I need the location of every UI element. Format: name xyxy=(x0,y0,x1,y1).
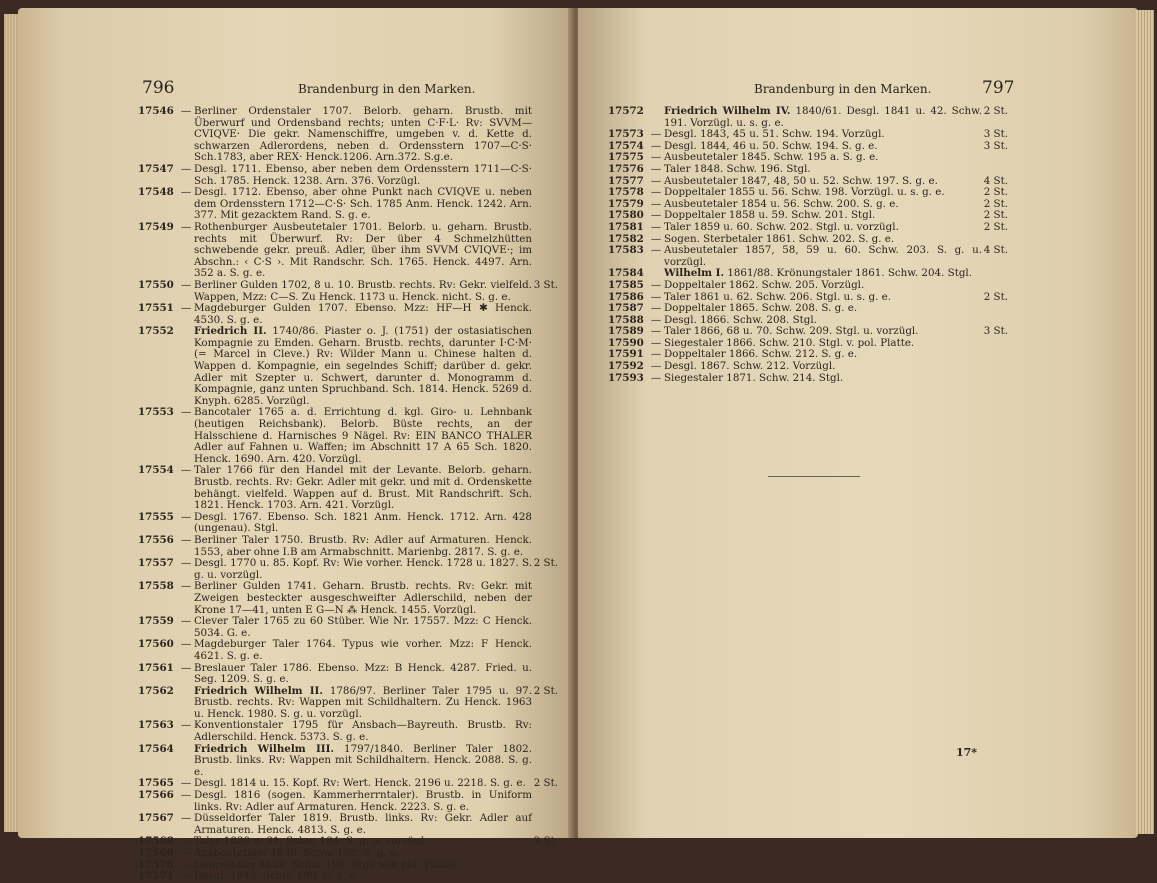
catalog-entry xyxy=(138,407,558,465)
entry-text: 1861/88. Krönungstaler 1861. Schw. 204. Stgl. xyxy=(727,267,972,280)
entry-quantity: 4 St. xyxy=(983,174,1008,187)
entry-description: Berliner Taler 1750. Brustb. Rv: Adler auf Armaturen. Henck. 1553, aber ohne I.B am Armabschnitt. Marienbg. 2817. S. g. e. xyxy=(194,533,532,558)
entry-dash: — xyxy=(650,174,662,187)
entry-description xyxy=(194,686,532,721)
entry-dash: — xyxy=(650,220,662,233)
entry-number: 17589 xyxy=(608,325,644,338)
entry-description xyxy=(194,744,532,779)
entry-dash: — xyxy=(180,719,192,732)
entry-quantity xyxy=(532,187,558,222)
entry-dash: — xyxy=(180,789,192,802)
entry-quantity xyxy=(532,616,558,639)
ruler-name: Wilhelm I. xyxy=(664,267,725,280)
entry-quantity xyxy=(532,639,558,662)
entry-quantity: 4 St. xyxy=(983,244,1008,257)
entry-dash: — xyxy=(180,510,192,523)
entry-quantity xyxy=(532,790,558,813)
entry-quantity xyxy=(982,349,1008,361)
entry-dash: — xyxy=(180,615,192,628)
entry-description: Desgl. 1840. Schw. 190. S. g. e. xyxy=(194,870,359,883)
catalog-entry xyxy=(138,280,558,303)
entry-description: Ausbeutetaler 1847, 48, 50 u. 52. Schw. 197. S. g. e. xyxy=(664,174,938,187)
entry-dash xyxy=(178,326,194,407)
left-entry-list xyxy=(138,106,558,883)
catalog-entry xyxy=(608,164,1008,176)
entry-description: Berliner Ordenstaler 1707. Belorb. geharn. Brustb. mit Überwurf und Ordensband rechts; unten C·F·L· Rv: SVVM—CVIQVE· Die gekr. Namenschiffre, umgeben v. d. Kette d. schwarzen Adlerordens, neben d. Ordensstern 1707—C·S· Sch.1783, aber REX· Henck.1206. Arn.372. S.g.e. xyxy=(194,105,532,164)
entry-description: Berliner Gulden 1702, 8 u. 10. Brustb. rechts. Rv: Gekr. vielfeld. Wappen, Mzz: C—S. Zu Henck. 1173 u. Henck. nicht. S. g. e. xyxy=(194,278,532,303)
entry-dash: — xyxy=(180,220,192,233)
entry-description: Desgl. 1770 u. 85. Kopf. Rv: Wie vorher. Henck. 1728 u. 1827. S. g. u. vorzügl. xyxy=(194,557,532,581)
catalog-entry xyxy=(138,303,558,326)
entry-quantity xyxy=(532,813,558,836)
entry-quantity: 2 St. xyxy=(533,835,558,848)
entry-description: Ausbeutetaler 1845. Schw. 195 a. S. g. e. xyxy=(664,151,879,164)
catalog-entry xyxy=(608,361,1008,373)
entry-quantity xyxy=(982,164,1008,176)
entry-dash: — xyxy=(180,812,192,825)
entry-number: 17574 xyxy=(608,139,644,152)
left-running-header: Brandenburg in den Marken. xyxy=(298,82,476,96)
entry-description: Ausbeutetaler 1854 u. 56. Schw. 200. S. g. e. xyxy=(664,197,899,210)
entry-quantity: 2 St. xyxy=(983,290,1008,303)
catalog-entry xyxy=(138,663,558,686)
entry-description: Desgl. 1844, 46 u. 50. Schw. 194. S. g. e. xyxy=(664,139,878,152)
entry-number: 17586 xyxy=(608,290,644,303)
left-page-number: 796 xyxy=(142,78,175,98)
entry-quantity: 3 St. xyxy=(983,128,1008,141)
entry-quantity xyxy=(532,303,558,326)
end-rule xyxy=(768,476,860,477)
entry-dash: — xyxy=(650,336,662,349)
entry-number: 17569 xyxy=(138,847,174,859)
right-page-number: 797 xyxy=(982,78,1015,98)
catalog-entry xyxy=(138,164,558,187)
entry-number: 17553 xyxy=(138,406,174,419)
entry-number: 17575 xyxy=(608,151,644,164)
catalog-entry xyxy=(138,222,558,280)
entry-dash: — xyxy=(650,232,662,245)
entry-quantity: 2 St. xyxy=(983,209,1008,222)
entry-number: 17576 xyxy=(608,162,644,175)
entry-description: Bancotaler 1765 a. d. Errichtung d. kgl. Giro- u. Lehnbank (heutigen Reichsbank). Belorb. Büste rechts, an der Halsschiene d. Harnisches 9 Nägel. Rv: EIN BANCO THALER Adler auf Fahnen u. Waffen; im Abschnitt 17 A 65 Sch. 1820. Henck. 1690. Arn. 420. Vorzügl. xyxy=(194,406,532,465)
entry-number: 17587 xyxy=(608,302,644,315)
entry-number: 17593 xyxy=(608,371,644,384)
entry-quantity xyxy=(982,152,1008,164)
entry-number: 17591 xyxy=(608,348,644,361)
entry-description: Taler 1848. Schw. 196. Stgl. xyxy=(664,162,811,175)
entry-number: 17573 xyxy=(608,128,644,141)
entry-description: Magdeburger Taler 1764. Typus wie vorher. Mzz: F Henck. 4621. S. g. e. xyxy=(194,638,532,662)
catalog-entry xyxy=(138,512,558,535)
entry-quantity xyxy=(532,164,558,187)
entry-quantity xyxy=(532,663,558,686)
entry-quantity xyxy=(982,268,1008,280)
entry-dash: — xyxy=(650,313,662,326)
entry-number: 17566 xyxy=(138,789,174,802)
entry-dash: — xyxy=(650,186,662,199)
catalog-entry xyxy=(608,222,1008,234)
catalog-entry xyxy=(138,720,558,743)
entry-quantity: 3 St. xyxy=(983,139,1008,152)
entry-quantity: 2 St. xyxy=(533,557,558,570)
entry-number: 17552 xyxy=(138,325,174,338)
entry-quantity xyxy=(982,338,1008,350)
entry-description: Taler 1859 u. 60. Schw. 202. Stgl. u. vorzügl. xyxy=(664,220,899,233)
entry-number: 17546 xyxy=(138,105,174,117)
entry-dash: — xyxy=(650,302,662,315)
entry-number: 17549 xyxy=(138,220,174,233)
entry-number: 17560 xyxy=(138,638,174,651)
ruler-name: Friedrich Wilhelm IV. xyxy=(664,105,791,117)
entry-quantity xyxy=(532,871,558,883)
entry-quantity: 2 St. xyxy=(983,186,1008,199)
entry-quantity: 3 St. xyxy=(533,278,558,291)
entry-dash: — xyxy=(180,847,192,859)
entry-dash: — xyxy=(180,638,192,651)
entry-dash: — xyxy=(650,162,662,175)
ruler-name: Friedrich II. xyxy=(194,325,267,338)
entry-dash: — xyxy=(650,325,662,338)
entry-description: Desgl. 1814 u. 15. Kopf. Rv: Wert. Henck. 2196 u. 2218. S. g. e. xyxy=(194,777,526,790)
entry-number: 17588 xyxy=(608,313,644,326)
entry-dash: — xyxy=(650,278,662,291)
entry-number: 17550 xyxy=(138,278,174,291)
entry-dash: — xyxy=(180,302,192,315)
entry-dash: — xyxy=(180,777,192,790)
entry-description: Konventionstaler 1795 für Ansbach—Bayreuth. Brustb. Rv: Adlerschild. Henck. 5373. S. g. e. xyxy=(194,719,532,744)
entry-number: 17568 xyxy=(138,835,174,848)
entry-quantity: 2 St. xyxy=(983,197,1008,210)
entry-quantity xyxy=(532,860,558,872)
entry-description: Taler 1830 u. 31. Schw. 184. S. g. u. vorzügl. xyxy=(194,835,428,848)
entry-description: Taler 1866, 68 u. 70. Schw. 209. Stgl. u. vorzügl. xyxy=(664,325,919,338)
entry-dash: — xyxy=(180,464,192,477)
entry-description: Magdeburger Gulden 1707. Ebenso. Mzz: HF—H ✱ Henck. 4530. S. g. e. xyxy=(194,302,532,326)
entry-description: Doppeltaler 1839. Schw. 190. Stgl. von pol. Platte. xyxy=(194,858,458,871)
entry-quantity xyxy=(532,581,558,616)
entry-number: 17578 xyxy=(608,186,644,199)
entry-description: Sogen. Sterbetaler 1861. Schw. 202. S. g. e. xyxy=(664,232,895,245)
entry-text: 1786/97. Berliner Taler 1795 u. 97. Brustb. rechts. Rv: Wappen mit Schildhaltern. Zu Henck. 1963 u. Henck. 1980. S. g. u. vorzügl. xyxy=(194,684,533,720)
entry-quantity xyxy=(532,535,558,558)
entry-dash: — xyxy=(180,870,192,883)
entry-number: 17563 xyxy=(138,719,174,732)
entry-number: 17564 xyxy=(138,742,174,755)
entry-text: 1840/61. Desgl. 1841 u. 42. Schw. 191. Vorzügl. u. s. g. e. xyxy=(664,105,982,129)
entry-number: 17592 xyxy=(608,360,644,373)
entry-description: Doppeltaler 1855 u. 56. Schw. 198. Vorzügl. u. s. g. e. xyxy=(664,186,945,199)
entry-description: Taler 1766 für den Handel mit der Levante. Belorb. geharn. Brustb. rechts. Rv: Gekr. Adler mit gekr. und mit d. Ordenskette behängt. vielfeld. Wappen auf d. Brust. Mit Randschrift. Sch. 1821. Henck. 1703. Arn. 421. Vorzügl. xyxy=(194,464,532,512)
entry-dash xyxy=(178,744,194,779)
entry-quantity xyxy=(532,465,558,511)
entry-description: Desgl. 1866. Schw. 208. Stgl. xyxy=(664,313,817,326)
entry-description: Rothenburger Ausbeutetaler 1701. Belorb. u. geharn. Brustb. rechts mit Überwurf. Rv: Der über 4 Schmelzhütten schwebende gekr. preuß. Adler, über ihm SVVM CVIQVE·; im Abschn.: ‹ C·S ›. Mit Randschr. Sch. 1765. Henck. 4497. Arn. 352 a. S. g. e. xyxy=(194,220,532,280)
catalog-entry xyxy=(138,686,558,721)
entry-quantity xyxy=(532,106,558,164)
entry-description: Desgl. 1711. Ebenso, aber neben dem Ordensstern 1711—C·S· Sch. 1785. Henck. 1238. Arn. 376. Vorzügl. xyxy=(194,162,532,187)
catalog-entry xyxy=(608,280,1008,292)
entry-dash: — xyxy=(180,580,192,593)
entry-dash: — xyxy=(180,533,192,546)
entry-dash: — xyxy=(180,406,192,419)
catalog-entry xyxy=(138,616,558,639)
ruler-name: Friedrich Wilhelm II. xyxy=(194,684,323,697)
entry-dash: — xyxy=(650,348,662,361)
entry-quantity xyxy=(982,280,1008,292)
entry-number: 17580 xyxy=(608,209,644,222)
entry-description: Doppeltaler 1858 u. 59. Schw. 201. Stgl. xyxy=(664,209,876,222)
entry-description: Clever Taler 1765 zu 60 Stüber. Wie Nr. 17557. Mzz: C Henck. 5034. G. e. xyxy=(194,615,532,639)
entry-description: Berliner Gulden 1741. Geharn. Brustb. rechts. Rv: Gekr. mit Zweigen besteckter ausgeschweifter Adlerschild, neben der Krone 17—41, unten E G—N ⁂ Henck. 1455. Vorzügl. xyxy=(194,580,532,616)
entry-quantity xyxy=(532,512,558,535)
right-entry-list xyxy=(608,106,1008,384)
ruler-name: Friedrich Wilhelm III. xyxy=(194,742,335,755)
entry-description: Doppeltaler 1865. Schw. 208. S. g. e. xyxy=(664,302,858,315)
catalog-entry xyxy=(138,106,558,164)
entry-text: 1797/1840. Berliner Taler 1802. Brustb. links. Rv: Wappen mit Schildhaltern. Henck. 2088. S. g. e. xyxy=(194,742,532,778)
catalog-entry xyxy=(138,535,558,558)
entry-description: Breslauer Taler 1786. Ebenso. Mzz: B Henck. 4287. Fried. u. Seg. 1209. S. g. e. xyxy=(194,661,532,686)
entry-quantity: 2 St. xyxy=(533,777,558,790)
entry-description: Taler 1861 u. 62. Schw. 206. Stgl. u. s. g. e. xyxy=(664,290,892,303)
catalog-entry xyxy=(138,558,558,581)
entry-quantity xyxy=(532,744,558,779)
entry-dash: — xyxy=(180,186,192,199)
entry-description: Düsseldorfer Taler 1819. Brustb. links. Rv: Gekr. Adler auf Armaturen. Henck. 4813. S. g. e. xyxy=(194,812,532,836)
entry-description: Desgl. 1767. Ebenso. Sch. 1821 Anm. Henck. 1712. Arn. 428 (ungenau). Stgl. xyxy=(194,510,532,535)
catalog-entry xyxy=(608,373,1008,385)
entry-dash: — xyxy=(180,661,192,674)
catalog-entry xyxy=(138,465,558,511)
entry-number: 17582 xyxy=(608,232,644,245)
entry-dash: — xyxy=(650,128,662,141)
catalog-entry xyxy=(138,813,558,836)
entry-description: Ausbeutetaler 1835. Schw. 188. S. g. e. xyxy=(194,847,400,859)
entry-number: 17562 xyxy=(138,684,174,697)
entry-number: 17559 xyxy=(138,615,174,628)
entry-description xyxy=(664,106,982,129)
entry-quantity: 2 St. xyxy=(983,220,1008,233)
entry-description: Doppeltaler 1866. Schw. 212. S. g. e. xyxy=(664,348,858,361)
entry-dash: — xyxy=(650,209,662,222)
entry-description: Desgl. 1843, 45 u. 51. Schw. 194. Vorzügl. xyxy=(664,128,885,141)
left-page xyxy=(18,8,574,883)
entry-dash: — xyxy=(180,105,192,117)
entry-number: 17583 xyxy=(608,244,644,257)
entry-description: Siegestaler 1866. Schw. 210. Stgl. v. pol. Platte. xyxy=(664,336,915,349)
entry-number: 17565 xyxy=(138,777,174,790)
entry-dash: — xyxy=(180,557,192,570)
right-page xyxy=(578,8,1138,838)
catalog-entry xyxy=(608,106,1008,129)
entry-number: 17572 xyxy=(608,105,644,117)
entry-number: 17571 xyxy=(138,870,174,883)
catalog-entry xyxy=(138,639,558,662)
entry-quantity: 2 St. xyxy=(533,684,558,697)
catalog-entry xyxy=(138,848,558,860)
right-running-header: Brandenburg in den Marken. xyxy=(754,82,932,96)
entry-number: 17561 xyxy=(138,661,174,674)
entry-number: 17554 xyxy=(138,464,174,477)
entry-dash: — xyxy=(650,290,662,303)
entry-description: Desgl. 1867. Schw. 212. Vorzügl. xyxy=(664,360,836,373)
entry-dash: — xyxy=(650,197,662,210)
entry-number: 17557 xyxy=(138,557,174,570)
catalog-entry xyxy=(138,581,558,616)
entry-dash: — xyxy=(650,244,662,257)
entry-number: 17579 xyxy=(608,197,644,210)
entry-number: 17584 xyxy=(608,267,644,280)
entry-quantity xyxy=(532,326,558,407)
entry-dash: — xyxy=(180,162,192,175)
signature-mark: 17* xyxy=(956,746,978,759)
entry-quantity xyxy=(982,361,1008,373)
entry-quantity: 2 St. xyxy=(983,105,1008,117)
entry-number: 17555 xyxy=(138,510,174,523)
catalog-entry xyxy=(608,303,1008,315)
entry-quantity xyxy=(982,373,1008,385)
entry-dash: — xyxy=(650,151,662,164)
catalog-entry xyxy=(138,790,558,813)
catalog-entry xyxy=(608,187,1008,199)
entry-quantity xyxy=(532,222,558,280)
entry-dash: — xyxy=(180,835,192,848)
catalog-entry xyxy=(608,245,1008,268)
entry-description xyxy=(194,326,532,407)
entry-number: 17577 xyxy=(608,174,644,187)
entry-dash: — xyxy=(650,139,662,152)
entry-number: 17558 xyxy=(138,580,174,593)
entry-dash xyxy=(648,106,664,129)
entry-text: 1740/86. Piaster o. J. (1751) der ostasiatischen Kompagnie zu Emden. Geharn. Brustb. rechts, darunter I·C·M· (= Marcel in Cleve.) Rv: Wilder Mann u. Chinese halten d. Wappen d. Kompagnie, ein segelndes Schiff; darüber d. gekr. Adler mit Szepter u. Schwert, darunter d. Monogramm d. Kompagnie, ganz unten Spruchband. Sch. 1814. Henck. 5269 d. Knyph. 6285. Vorzügl. xyxy=(194,325,532,407)
entry-dash: — xyxy=(650,360,662,373)
entry-number: 17551 xyxy=(138,302,174,315)
entry-number: 17548 xyxy=(138,186,174,199)
entry-dash: — xyxy=(180,858,192,871)
entry-quantity xyxy=(532,720,558,743)
entry-number: 17547 xyxy=(138,162,174,175)
page-edges-right xyxy=(1136,10,1154,834)
entry-quantity xyxy=(532,848,558,860)
entry-description: Desgl. 1712. Ebenso, aber ohne Punkt nach CVIQVE u. neben dem Ordensstern 1712—C·S· Sch. 1785 Anm. Henck. 1242. Arn. 377. Mit gezacktem Rand. S. g. e. xyxy=(194,186,532,222)
entry-dash: — xyxy=(180,278,192,291)
entry-quantity xyxy=(532,407,558,465)
entry-number: 17590 xyxy=(608,336,644,349)
catalog-entry xyxy=(138,326,558,407)
entry-number: 17585 xyxy=(608,278,644,291)
entry-description: Ausbeutetaler 1857, 58, 59 u. 60. Schw. 203. S. g. u. vorzügl. xyxy=(664,244,982,268)
entry-number: 17570 xyxy=(138,858,174,871)
catalog-entry xyxy=(138,187,558,222)
catalog-entry xyxy=(138,744,558,779)
entry-quantity: 3 St. xyxy=(983,325,1008,338)
entry-dash xyxy=(178,686,194,721)
entry-number: 17581 xyxy=(608,220,644,233)
entry-dash: — xyxy=(650,371,662,384)
entry-description: Desgl. 1816 (sogen. Kammerherrntaler). Brustb. in Uniform links. Rv: Adler auf Armaturen. Henck. 2223. S. g. e. xyxy=(194,789,532,813)
entry-quantity xyxy=(982,303,1008,315)
entry-description: Doppeltaler 1862. Schw. 205. Vorzügl. xyxy=(664,278,865,291)
catalog-entry xyxy=(138,871,558,883)
entry-number: 17567 xyxy=(138,812,174,825)
entry-description: Siegestaler 1871. Schw. 214. Stgl. xyxy=(664,371,844,384)
entry-number: 17556 xyxy=(138,533,174,546)
